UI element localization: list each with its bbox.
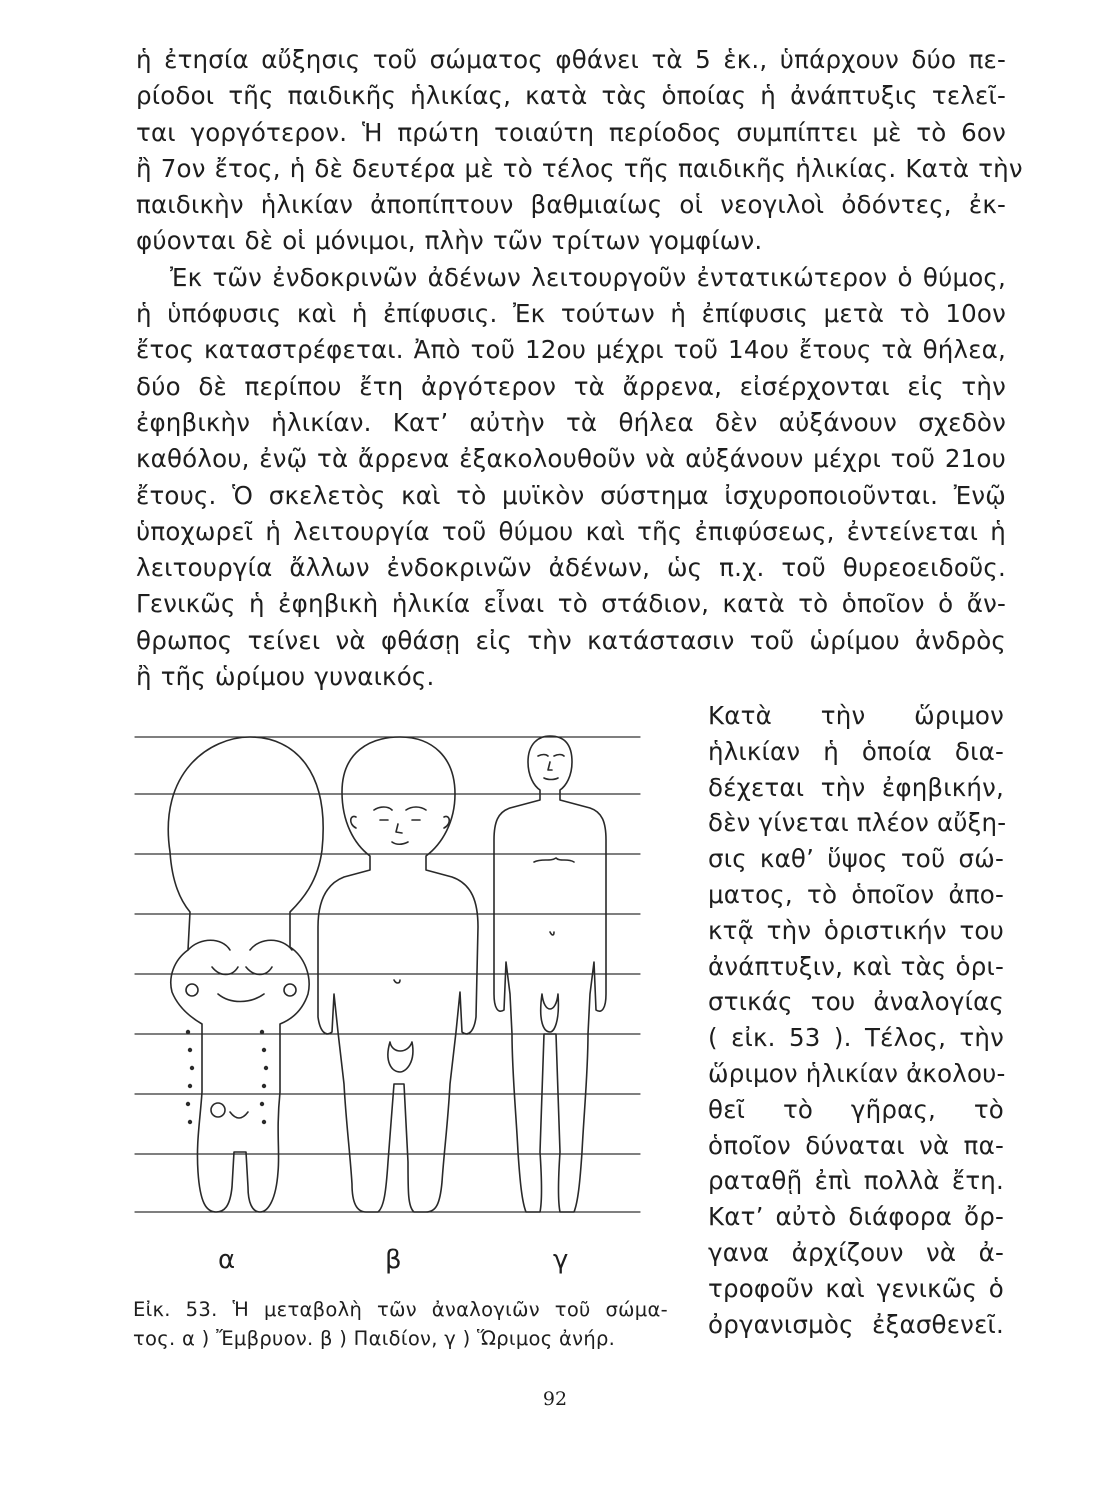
side-text-line: ὀργανισμὸς ἐξασθενεῖ. (708, 1309, 1004, 1339)
side-text-line: δέχεται τὴν ἐφηβικήν, (708, 772, 1004, 802)
text-line: ὑποχωρεῖ ἡ λειτουργία τοῦ θύμου καὶ τῆς ἐπιφύσεως, ἐντείνεται ἡ (136, 516, 1006, 546)
side-text-line: ὥριμον ἡλικίαν ἀκολου- (708, 1058, 1006, 1088)
text-line: καθόλου, ἐνῷ τὰ ἄρρενα ἐξακολουθοῦν νὰ αὐξάνουν μέχρι τοῦ 21ου (136, 444, 1006, 474)
caption-line: τος. α ) Ἔμβρυον. β ) Παιδίον, γ ) Ὥριμος ἀνήρ. (133, 1327, 616, 1350)
figure-label-alpha: α (218, 1245, 236, 1275)
side-text-line: κτᾷ τὴν ὁριστικήν του (708, 915, 1004, 945)
side-text-line: Κατὰ τὴν ὥριμον (708, 701, 1004, 730)
text-line: παιδικὴν ἡλικίαν ἀποπίπτουν βαθμιαίως οἱ νεογιλοὶ ὀδόντες, ἐκ- (136, 190, 1006, 220)
side-text-line: ὁποῖον δύναται νὰ πα- (708, 1130, 1004, 1160)
text-line: ρίοδοι τῆς παιδικῆς ἡλικίας, κατὰ τὰς ὁποίας ἡ ἀνάπτυξις τελεῖ- (136, 81, 1006, 111)
proportions-illustration (130, 732, 660, 1242)
text-line: ἔτος καταστρέφεται. Ἀπὸ τοῦ 12ου μέχρι τοῦ 14ου ἔτους τὰ θήλεα, (136, 335, 1006, 365)
text-line: λειτουργία ἄλλων ἐνδοκρινῶν ἀδένων, ὡς π.χ. τοῦ θυρεοειδοῦς. (136, 553, 1006, 583)
figure-label-gamma: γ (553, 1245, 569, 1275)
side-text-block (708, 698, 1007, 1342)
text-line: ἐφηβικὴν ἡλικίαν. Κατ’ αὐτὴν τὰ θήλεα δὲν αὐξάνουν σχεδὸν (136, 407, 1006, 437)
text-line: φύονται δὲ οἱ μόνιμοι, πλὴν τῶν τρίτων γομφίων. (136, 226, 763, 256)
text-line: ἔτους. Ὁ σκελετὸς καὶ τὸ μυϊκὸν σύστημα ἰσχυροποιοῦνται. Ἐνῷ (136, 480, 1006, 510)
side-text-line: ραταθῇ ἐπὶ πολλὰ ἔτη. (708, 1166, 1004, 1196)
side-text-line: ἀνάπτυξιν, καὶ τὰς ὁρι- (708, 951, 1004, 981)
figure-label-beta: β (385, 1245, 402, 1275)
side-text-line: τροφοῦν καὶ γενικῶς ὁ (708, 1273, 1004, 1303)
text-line: ἡ ὑπόφυσις καὶ ἡ ἐπίφυσις. Ἐκ τούτων ἡ ἐπίφυσις μετὰ τὸ 10ον (136, 299, 1006, 329)
text-line: ἢ τῆς ὡρίμου γυναικός. (136, 662, 435, 692)
side-text-line: γανα ἀρχίζουν νὰ ἀ- (708, 1237, 1004, 1267)
text-line: ται γοργότερον. Ἡ πρώτη τοιαύτη περίοδος συμπίπτει μὲ τὸ 6ον (136, 117, 1006, 147)
main-text-block (136, 42, 1023, 695)
text-line: ἡ ἐτησία αὔξησις τοῦ σώματος φθάνει τὰ 5 ἑκ., ὑπάρχουν δύο πε- (136, 45, 1006, 74)
figure-caption (133, 1295, 668, 1353)
text-line: θρωπος τείνει νὰ φθάσῃ εἰς τὴν κατάστασιν τοῦ ὡρίμου ἀνδρὸς (136, 625, 1006, 655)
side-text-line: ἡλικίαν ἡ ὁποία δια- (708, 736, 1004, 766)
side-text-line: δὲν γίνεται πλέον αὔξη- (708, 808, 1007, 838)
side-text-line: ματος, τὸ ὁποῖον ἀπο- (708, 879, 1004, 909)
text-line: Ἐκ τῶν ἐνδοκρινῶν ἀδένων λειτουργοῦν ἐντατικώτερον ὁ θύμος, (170, 262, 1006, 292)
body-proportions-figure (130, 732, 660, 1277)
side-text-line: σις καθ’ ὕψος τοῦ σώ- (708, 844, 1004, 874)
text-line: Γενικῶς ἡ ἐφηβικὴ ἡλικία εἶναι τὸ στάδιον, κατὰ τὸ ὁποῖον ὁ ἄν- (136, 589, 1006, 619)
side-text-line: ( εἰκ. 53 ). Τέλος, τὴν (708, 1023, 1004, 1053)
side-text-line: Κατ’ αὐτὸ διάφορα ὄρ- (708, 1202, 1004, 1232)
side-text-line: θεῖ τὸ γῆρας, τὸ (708, 1094, 1004, 1124)
side-text-line: στικάς του ἀναλογίας (708, 987, 1004, 1017)
text-line: ἢ 7ον ἔτος, ἡ δὲ δευτέρα μὲ τὸ τέλος τῆς παιδικῆς ἡλικίας. Κατὰ τὴν (136, 153, 1023, 183)
page-number: 92 (542, 1388, 568, 1410)
caption-line: Εἰκ. 53. Ἡ μεταβολὴ τῶν ἀναλογιῶν τοῦ σώμα- (133, 1298, 668, 1321)
text-line: δύο δὲ περίπου ἔτη ἀργότερον τὰ ἄρρενα, εἰσέρχονται εἰς τὴν (136, 371, 1006, 401)
